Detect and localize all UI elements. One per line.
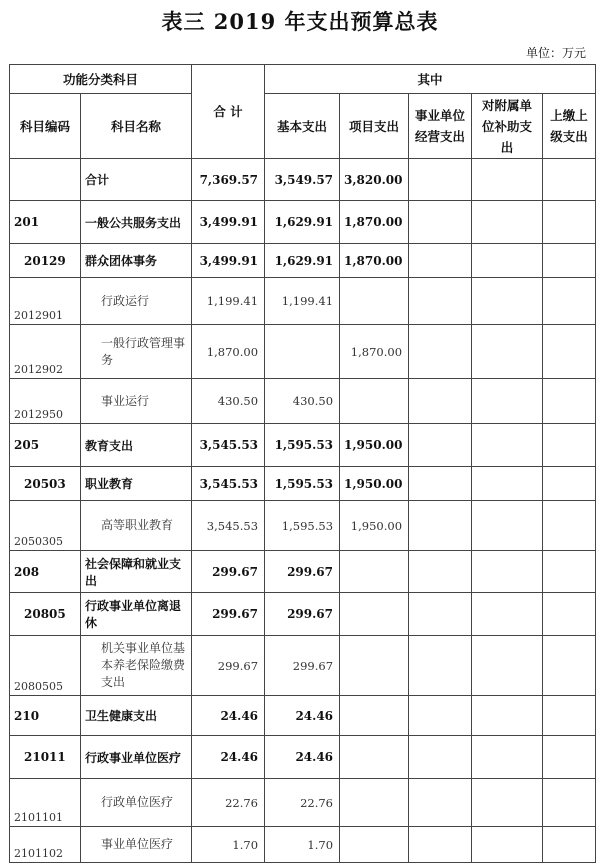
cell-total: 3,545.53 [192,501,265,551]
table-row [10,501,596,551]
cell-empty [472,325,543,379]
cell-empty [472,551,543,593]
cell-empty [472,159,543,201]
cell-empty [472,201,543,244]
cell-empty [543,244,596,278]
cell-empty [472,696,543,736]
cell-code: 2012901 [10,278,81,325]
cell-code: 20503 [10,467,81,501]
cell-total: 299.67 [192,551,265,593]
cell-code: 2101101 [10,779,81,827]
page-title: 表三 2019 年支出预算总表 [161,9,439,34]
cell-basic: 299.67 [265,636,340,696]
header-upper: 上缴上级支出 [543,94,596,159]
cell-empty [472,593,543,636]
cell-empty [472,827,543,863]
cell-empty [472,501,543,551]
cell-code: 2050305 [10,501,81,551]
cell-basic: 1,629.91 [265,201,340,244]
table-row [10,244,596,278]
cell-empty [543,278,596,325]
cell-basic: 3,549.57 [265,159,340,201]
cell-project: 1,870.00 [340,244,409,278]
cell-name: 事业运行 [81,379,192,424]
header-name: 科目名称 [81,94,192,159]
cell-project [340,551,409,593]
cell-code: 208 [10,551,81,593]
cell-total: 22.76 [192,779,265,827]
cell-project [340,696,409,736]
cell-basic: 299.67 [265,593,340,636]
table-row [10,159,596,201]
cell-name: 行政单位医疗 [81,779,192,827]
cell-total: 3,545.53 [192,424,265,467]
cell-basic: 1,595.53 [265,501,340,551]
table-body [10,159,596,863]
cell-empty [409,827,472,863]
cell-basic [265,325,340,379]
table-row [10,201,596,244]
cell-project [340,593,409,636]
cell-empty [409,244,472,278]
cell-total: 1,870.00 [192,325,265,379]
cell-name: 卫生健康支出 [81,696,192,736]
cell-empty [409,593,472,636]
cell-project: 1,950.00 [340,424,409,467]
cell-empty [409,467,472,501]
table-row [10,779,596,827]
cell-project [340,278,409,325]
cell-code: 2101102 [10,827,81,863]
cell-basic: 1,629.91 [265,244,340,278]
header-subsidy: 对附属单位补助支出 [472,94,543,159]
cell-project: 1,950.00 [340,501,409,551]
cell-empty [409,736,472,779]
cell-empty [543,779,596,827]
cell-name: 行政事业单位医疗 [81,736,192,779]
cell-empty [472,424,543,467]
header-basic: 基本支出 [265,94,340,159]
cell-total: 24.46 [192,696,265,736]
cell-empty [409,551,472,593]
cell-basic: 1,595.53 [265,424,340,467]
cell-empty [409,696,472,736]
header-biz: 事业单位经营支出 [409,94,472,159]
cell-total: 3,499.91 [192,201,265,244]
table-row [10,593,596,636]
cell-total: 1,199.41 [192,278,265,325]
cell-empty [543,424,596,467]
cell-basic: 24.46 [265,696,340,736]
cell-empty [543,593,596,636]
table-row [10,325,596,379]
table-row [10,379,596,424]
cell-empty [409,159,472,201]
table-row [10,827,596,863]
cell-empty [472,244,543,278]
cell-project: 1,950.00 [340,467,409,501]
cell-total: 3,499.91 [192,244,265,278]
cell-code: 21011 [10,736,81,779]
table-row [10,467,596,501]
cell-basic: 1,595.53 [265,467,340,501]
cell-empty [409,201,472,244]
table-row [10,278,596,325]
cell-empty [409,325,472,379]
cell-basic: 1,199.41 [265,278,340,325]
cell-empty [543,201,596,244]
cell-name: 群众团体事务 [81,244,192,278]
cell-total: 430.50 [192,379,265,424]
cell-basic: 1.70 [265,827,340,863]
cell-name: 一般公共服务支出 [81,201,192,244]
table-row [10,696,596,736]
header-among: 其中 [265,65,596,94]
header-func-group: 功能分类科目 [10,65,192,94]
cell-empty [472,736,543,779]
cell-name: 机关事业单位基本养老保险缴费支出 [81,636,192,696]
table-row [10,424,596,467]
cell-code: 205 [10,424,81,467]
cell-empty [472,467,543,501]
cell-project: 1,870.00 [340,325,409,379]
table-row [10,636,596,696]
cell-code: 2012950 [10,379,81,424]
cell-project [340,827,409,863]
cell-total: 7,369.57 [192,159,265,201]
cell-basic: 24.46 [265,736,340,779]
cell-empty [409,424,472,467]
cell-empty [409,501,472,551]
cell-basic: 430.50 [265,379,340,424]
cell-project [340,379,409,424]
cell-empty [409,779,472,827]
cell-empty [409,379,472,424]
cell-name: 一般行政管理事务 [81,325,192,379]
cell-empty [543,501,596,551]
cell-code: 2012902 [10,325,81,379]
cell-empty [543,696,596,736]
cell-empty [543,467,596,501]
cell-name: 事业单位医疗 [81,827,192,863]
cell-code [10,159,81,201]
cell-empty [472,278,543,325]
cell-basic: 22.76 [265,779,340,827]
cell-project [340,636,409,696]
cell-total: 3,545.53 [192,467,265,501]
cell-empty [543,551,596,593]
cell-name: 合计 [81,159,192,201]
cell-code: 2080505 [10,636,81,696]
cell-code: 20805 [10,593,81,636]
cell-total: 299.67 [192,593,265,636]
cell-project: 3,820.00 [340,159,409,201]
header-project: 项目支出 [340,94,409,159]
cell-total: 1.70 [192,827,265,863]
cell-code: 201 [10,201,81,244]
cell-name: 教育支出 [81,424,192,467]
table-row [10,551,596,593]
unit-label: 单位：万元 [525,46,586,60]
cell-name: 行政事业单位离退休 [81,593,192,636]
cell-total: 24.46 [192,736,265,779]
cell-empty [543,636,596,696]
cell-name: 职业教育 [81,467,192,501]
cell-empty [472,379,543,424]
header-total: 合 计 [192,65,265,159]
header-code: 科目编码 [10,94,81,159]
cell-name: 社会保障和就业支出 [81,551,192,593]
cell-name: 高等职业教育 [81,501,192,551]
cell-project [340,779,409,827]
cell-project: 1,870.00 [340,201,409,244]
cell-code: 20129 [10,244,81,278]
cell-total: 299.67 [192,636,265,696]
cell-empty [543,827,596,863]
cell-name: 行政运行 [81,278,192,325]
cell-empty [543,325,596,379]
cell-basic: 299.67 [265,551,340,593]
cell-empty [409,278,472,325]
budget-table [9,64,596,863]
cell-empty [409,636,472,696]
cell-empty [543,736,596,779]
cell-empty [472,636,543,696]
cell-empty [543,379,596,424]
cell-project [340,736,409,779]
table-row [10,736,596,779]
cell-empty [472,779,543,827]
cell-empty [543,159,596,201]
cell-code: 210 [10,696,81,736]
